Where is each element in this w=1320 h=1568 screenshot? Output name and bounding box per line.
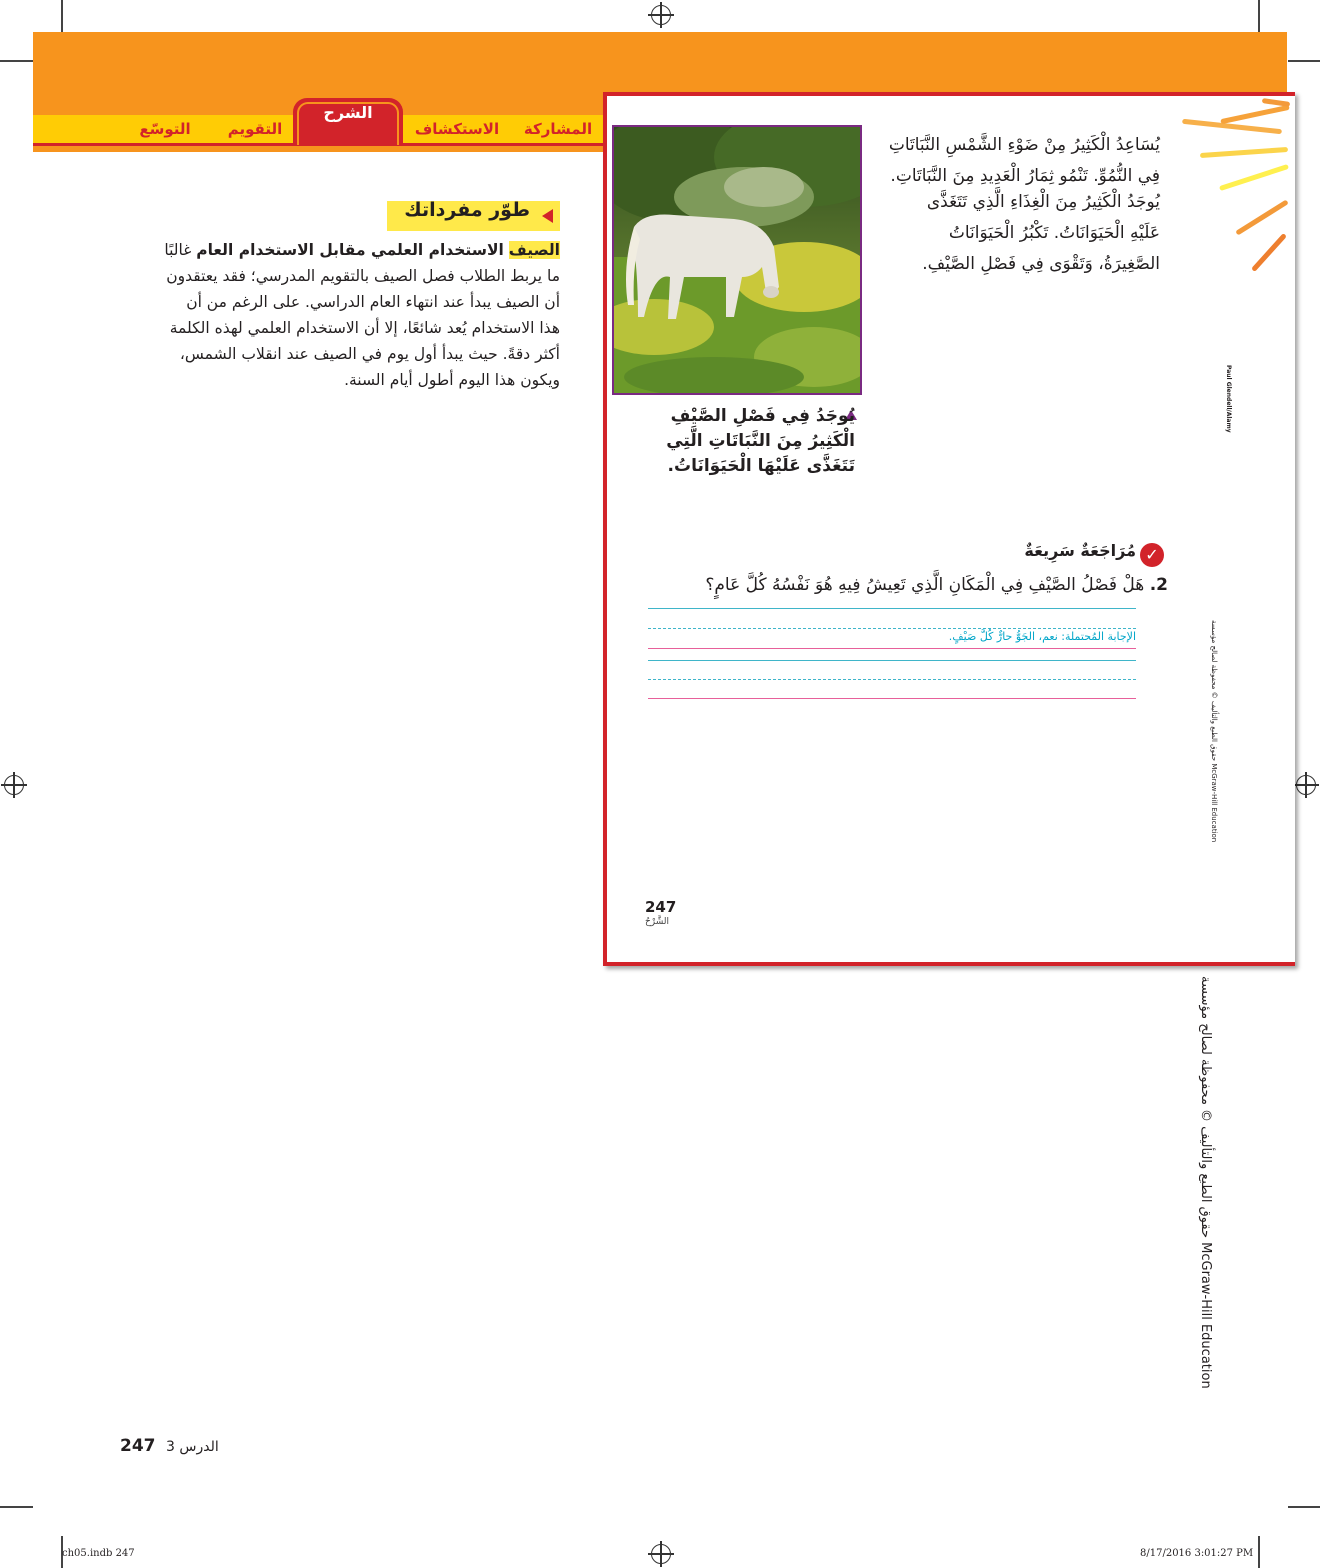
vocab-line: أكثر دقةً. حيث يبدأ أول يوم في الصيف عند انقلاب الشمس،	[179, 345, 560, 363]
registration-mark-left	[4, 775, 24, 795]
vocab-line: ما يربط الطلاب فصل الصيف بالتقويم المدرسي؛ فقد يعتقدون	[166, 267, 560, 285]
tab-explain-label: الشرح	[323, 103, 373, 122]
tab-evaluate[interactable]: التقويم	[227, 120, 283, 138]
lesson-label	[166, 1439, 219, 1455]
writing-line-dashed	[648, 679, 1136, 680]
photo-credit: Paul Glendell/Alamy	[1225, 365, 1232, 433]
question-text: هَلْ فَصْلُ الصَّيْفِ فِي الْمَكَانِ الَّذِي تَعِيشُ فِيهِ هُوَ نَفْسُهُ كُلَّ عَامٍ؟	[705, 575, 1145, 595]
student-page-label: الشَّرْحُ	[645, 917, 670, 927]
vocab-line: هذا الاستخدام يُعد شائعًا، إلا أن الاستخدام العلمي لهذه الكلمة	[169, 319, 560, 337]
checkmark-icon: ✓	[1140, 543, 1164, 567]
paragraph-food	[860, 187, 1160, 280]
paragraph-line: عَلَيْهِ الْحَيَوَانَاتُ. تَكْبُرُ الْحَيَوَانَاتُ	[948, 223, 1160, 243]
writing-line-dashed	[648, 628, 1136, 629]
photo-caption	[640, 404, 855, 479]
vocab-line	[110, 237, 560, 263]
tab-explore[interactable]: الاستكشاف	[414, 120, 500, 138]
vocab-line: ويكون هذا اليوم أطول أيام السنة.	[344, 371, 560, 389]
question-2	[700, 575, 1168, 595]
tab-engage[interactable]: المشاركة	[523, 120, 593, 138]
copyright-credit: حقوق الطبع والتأليف © محفوظة لصالح مؤسسة McGraw-Hill Education	[1198, 976, 1213, 1389]
paragraph-line: الصَّغِيرَةُ، وَتَقْوَى فِي فَصْلِ الصَّيْفِ.	[922, 254, 1160, 274]
registration-mark-bottom	[651, 1544, 671, 1564]
vocab-arrow-icon	[542, 209, 553, 223]
writing-line-base	[648, 698, 1136, 699]
writing-line-base	[648, 648, 1136, 649]
writing-line-top	[648, 608, 1136, 609]
date-slug: 8/17/2016 3:01:27 PM	[1140, 1548, 1254, 1559]
file-slug: ch05.indb 247	[62, 1548, 135, 1559]
sample-answer: الإجابة المُحتملة: نعم، الجَوُّ حارٌّ كُلَّ صَيْفٍ.	[948, 630, 1136, 643]
vocab-text-start: غالبًا	[164, 241, 192, 259]
lesson-number: 3	[166, 1439, 175, 1455]
caption-line: الْكَثِيرُ مِنَ النَّبَاتَاتِ الَّتِي	[666, 431, 855, 451]
lesson-word: الدرس	[179, 1439, 219, 1455]
tab-extend[interactable]: التوسّع	[139, 120, 191, 138]
vocab-line: أن الصيف يبدأ عند انتهاء العام الدراسي. على الرغم من أن	[186, 293, 560, 311]
vocab-term: الصيف	[508, 241, 560, 259]
paragraph-sunlight	[860, 130, 1160, 192]
paragraph-line: يُوجَدُ الْكَثِيرُ مِنَ الْغِذَاءِ الَّذِي تَتَغَذَّى	[926, 192, 1160, 212]
vocab-paragraph	[110, 237, 560, 393]
paragraph-line: فِي النُّمُوِّ. تَنْمُو ثِمَارُ الْعَدِيدِ مِنَ النَّبَاتَاتِ.	[890, 166, 1160, 186]
copyright-credit-small: حقوق الطبع والتأليف © محفوظة لصالح مؤسسة McGraw-Hill Education	[1210, 620, 1218, 843]
student-page-number: 247	[645, 898, 677, 916]
paragraph-line: يُسَاعِدُ الْكَثِيرُ مِنْ ضَوْءِ الشَّمْسِ النَّبَاتَاتِ	[888, 135, 1160, 155]
writing-line-top	[648, 660, 1136, 661]
tab-explain-active[interactable]	[293, 98, 403, 145]
question-number: 2.	[1149, 575, 1168, 595]
caption-line: تَتَغَذَّى عَلَيْهَا الْحَيَوَانَاتُ.	[667, 456, 855, 476]
registration-mark-top	[651, 5, 671, 25]
quick-check-title: مُرَاجَعَةٌ سَرِيعَةٌ	[1024, 541, 1136, 560]
horse-grazing-photo	[612, 125, 862, 395]
registration-mark-right	[1296, 775, 1316, 795]
caption-line: يُوجَدُ فِي فَصْلِ الصَّيْفِ	[670, 406, 855, 426]
teacher-page-number: 247	[120, 1436, 156, 1456]
vocab-title: طوّر مفرداتك	[404, 199, 530, 221]
vocab-subhead: الاستخدام العلمي مقابل الاستخدام العام	[196, 241, 504, 259]
